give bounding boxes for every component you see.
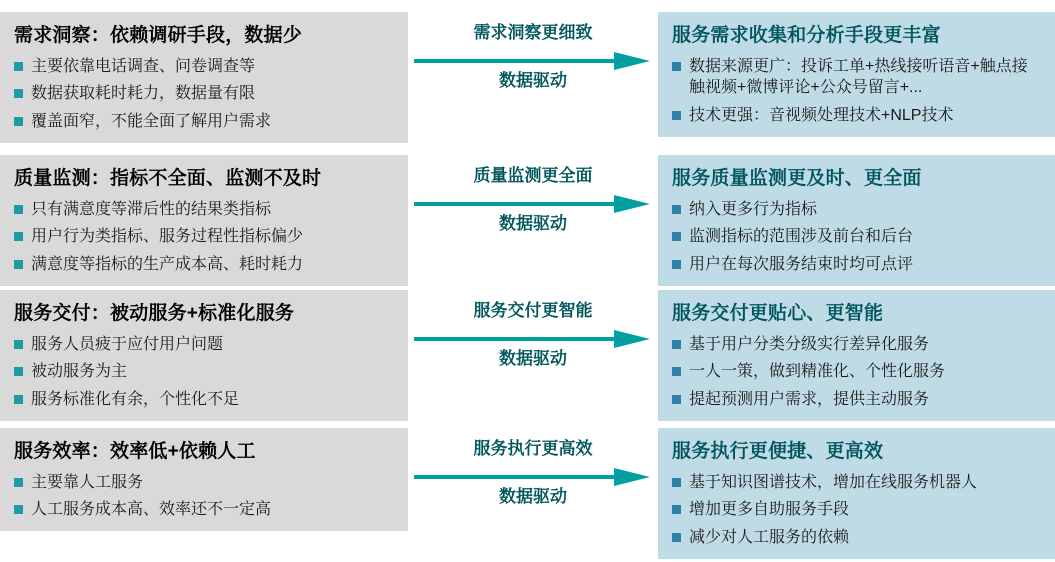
bullet-text: 用户在每次服务结束时均可点评: [689, 255, 914, 273]
panel-title: 服务交付更贴心、更智能: [672, 303, 884, 324]
list-item: [14, 334, 394, 356]
square-bullet-icon: [672, 205, 681, 214]
square-bullet-icon: [14, 62, 23, 71]
square-bullet-icon: [672, 505, 681, 514]
square-bullet-icon: [672, 111, 681, 120]
square-bullet-icon: [14, 205, 23, 214]
bullet-text: 覆盖面窄，不能全面了解用户需求: [31, 112, 272, 130]
square-bullet-icon: [672, 395, 681, 404]
list-item: [672, 105, 1041, 127]
bullet-text: 技术更强：音视频处理技术+NLP技术: [689, 106, 954, 124]
comparison-row: [0, 290, 1055, 420]
current-state-panel: [0, 155, 408, 286]
bullet-text: 服务人员疲于应付用户问题: [31, 335, 224, 353]
bullet-list: [14, 472, 394, 521]
panel-title: 质量监测：指标不全面、监测不及时: [14, 168, 322, 189]
square-bullet-icon: [14, 340, 23, 349]
list-item: [14, 56, 394, 78]
bullet-text: 只有满意度等滞后性的结果类指标: [31, 200, 272, 218]
arrow-right-icon: [414, 193, 652, 215]
current-state-panel: [0, 12, 408, 143]
list-item: [14, 254, 394, 276]
transition-label-top: 需求洞察更细致: [473, 23, 593, 42]
bullet-text: 增加更多自助服务手段: [689, 501, 850, 519]
square-bullet-icon: [14, 117, 23, 126]
panel-title: 服务效率：效率低+依赖人工: [14, 441, 256, 462]
transition-label-group: [408, 155, 658, 235]
transition-label-bottom: 数据驱动: [499, 214, 567, 234]
list-item: [14, 83, 394, 105]
bullet-text: 主要靠人工服务: [31, 473, 144, 491]
list-item: [672, 334, 1041, 356]
square-bullet-icon: [672, 533, 681, 542]
bullet-list: [672, 56, 1041, 127]
bullet-text: 数据获取耗时耗力，数据量有限: [31, 85, 256, 103]
square-bullet-icon: [672, 232, 681, 241]
list-item: [672, 199, 1041, 221]
square-bullet-icon: [14, 232, 23, 241]
bullet-text: 提起预测用户需求，提供主动服务: [689, 390, 930, 408]
bullet-text: 满意度等指标的生产成本高、耗时耗力: [31, 255, 304, 273]
bullet-text: 基于知识图谱技术，增加在线服务机器人: [689, 473, 978, 491]
square-bullet-icon: [672, 478, 681, 487]
future-state-panel: [658, 155, 1055, 286]
list-item: [672, 389, 1041, 411]
arrow-right-icon: [414, 50, 652, 72]
bullet-text: 减少对人工服务的依赖: [689, 528, 850, 546]
list-item: [14, 389, 394, 411]
list-item: [14, 199, 394, 221]
square-bullet-icon: [672, 260, 681, 269]
bullet-text: 监测指标的范围涉及前台和后台: [689, 228, 914, 246]
square-bullet-icon: [14, 89, 23, 98]
current-state-panel: [0, 290, 408, 421]
list-item: [14, 472, 394, 494]
bullet-text: 数据来源更广：投诉工单+热线接听语音+触点接触视频+微博评论+公众号留言+...: [689, 57, 1028, 97]
bullet-text: 用户行为类指标、服务过程性指标偏少: [31, 228, 304, 246]
bullet-list: [14, 56, 394, 133]
future-state-panel: [658, 428, 1055, 559]
bullet-list: [14, 334, 394, 411]
list-item: [14, 499, 394, 521]
transition-label-top: 服务执行更高效: [473, 439, 593, 458]
transition-label-top: 质量监测更全面: [473, 166, 593, 185]
list-item: [672, 361, 1041, 383]
arrow-right-icon: [414, 328, 652, 350]
panel-title: 服务需求收集和分析手段更丰富: [672, 25, 941, 46]
bullet-list: [672, 334, 1041, 411]
panel-title: 服务交付：被动服务+标准化服务: [14, 303, 295, 324]
list-item: [672, 56, 1041, 99]
list-item: [14, 226, 394, 248]
bullet-list: [14, 199, 394, 276]
comparison-row: [0, 12, 1055, 142]
bullet-list: [672, 199, 1041, 276]
comparison-row: [0, 155, 1055, 280]
list-item: [672, 527, 1041, 549]
arrow-right-icon: [414, 466, 652, 488]
square-bullet-icon: [672, 62, 681, 71]
square-bullet-icon: [14, 478, 23, 487]
square-bullet-icon: [14, 395, 23, 404]
list-item: [672, 226, 1041, 248]
bullet-text: 人工服务成本高、效率还不一定高: [31, 501, 272, 519]
panel-title: 需求洞察：依赖调研手段，数据少: [14, 25, 303, 46]
transition-label-bottom: 数据驱动: [499, 71, 567, 91]
square-bullet-icon: [672, 340, 681, 349]
bullet-text: 基于用户分类分级实行差异化服务: [689, 335, 930, 353]
list-item: [672, 254, 1041, 276]
panel-title: 服务执行更便捷、更高效: [672, 441, 884, 462]
transition-label-group: [408, 12, 658, 92]
square-bullet-icon: [14, 260, 23, 269]
list-item: [14, 361, 394, 383]
transition-label-bottom: 数据驱动: [499, 349, 567, 369]
square-bullet-icon: [14, 505, 23, 514]
future-state-panel: [658, 290, 1055, 421]
transition-label-group: [408, 428, 658, 508]
bullet-text: 服务标准化有余，个性化不足: [31, 390, 240, 408]
bullet-text: 主要依靠电话调查、问卷调查等: [31, 57, 256, 75]
transition-label-group: [408, 290, 658, 370]
comparison-row: [0, 428, 1055, 558]
bullet-text: 被动服务为主: [31, 363, 128, 381]
bullet-list: [672, 472, 1041, 549]
transition-label-top: 服务交付更智能: [473, 301, 593, 320]
current-state-panel: [0, 428, 408, 531]
square-bullet-icon: [14, 367, 23, 376]
future-state-panel: [658, 12, 1055, 137]
list-item: [14, 111, 394, 133]
transition-label-bottom: 数据驱动: [499, 487, 567, 507]
bullet-text: 纳入更多行为指标: [689, 200, 818, 218]
panel-title: 服务质量监测更及时、更全面: [672, 168, 922, 189]
list-item: [672, 499, 1041, 521]
list-item: [672, 472, 1041, 494]
square-bullet-icon: [672, 367, 681, 376]
bullet-text: 一人一策，做到精准化、个性化服务: [689, 363, 946, 381]
